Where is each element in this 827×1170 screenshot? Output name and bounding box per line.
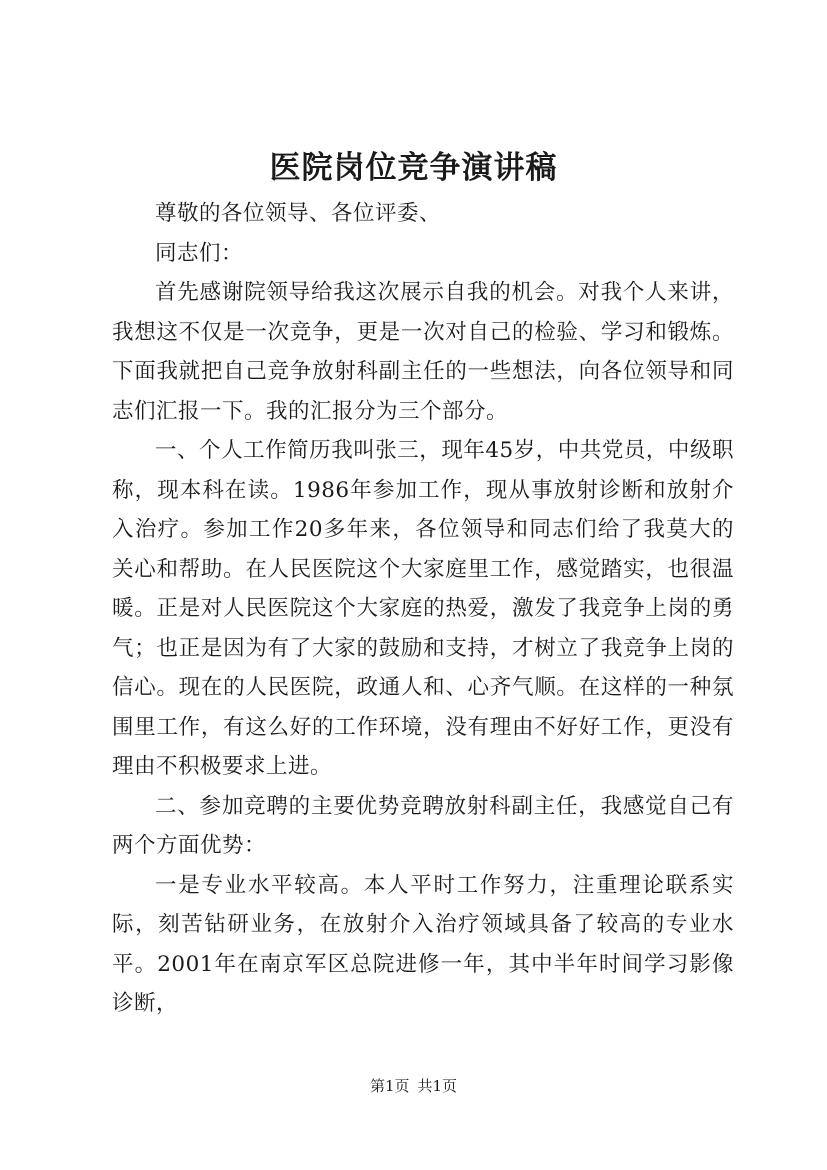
salutation-line: 尊敬的各位领导、各位评委、 [155, 201, 442, 226]
page-number: 第1页 [369, 1077, 410, 1095]
page-footer [0, 1076, 827, 1096]
body-paragraph: 一、个人工作简历我叫张三，现年45岁，中共党员，中级职称，现本科在读。1986年参加工作，现从事放射诊断和放射介入治疗。参加工作20多年来，各位领导和同志们给了我莫大的关心和帮助。在人民医院这个大家庭里工作，感觉踏实，也很温暖。正是对人民医院这个大家庭的热爱，激发了我竞争上岗的勇气；也正是因为有了大家的鼓励和支持，才树立了我竞争上岗的信心。现在的人民医院，政通人和、心齐气顺。在这样的一种氛围里工作，有这么好的工作环境，没有理由不好好工作，更没有理由不积极要求上进。 [112, 438, 734, 779]
body-paragraph: 首先感谢院领导给我这次展示自我的机会。对我个人来讲，我想这不仅是一次竞争，更是一次对自己的检验、学习和锻炼。下面我就把自己竞争放射科副主任的一些想法，向各位领导和同志们汇报一下。我的汇报分为三个部分。 [112, 280, 734, 424]
body-paragraph: 二、参加竞聘的主要优势竞聘放射科副主任，我感觉自己有两个方面优势： [112, 793, 734, 858]
document-title: 医院岗位竞争演讲稿 [269, 150, 558, 186]
document-body [112, 194, 734, 1024]
page-total: 共1页 [417, 1077, 458, 1095]
body-paragraph: 一是专业水平较高。本人平时工作努力，注重理论联系实际，刻苦钻研业务，在放射介入治疗领域具备了较高的专业水平。2001年在南京军区总院进修一年，其中半年时间学习影像诊断， [112, 872, 734, 1016]
salutation-line: 同志们： [155, 240, 244, 266]
